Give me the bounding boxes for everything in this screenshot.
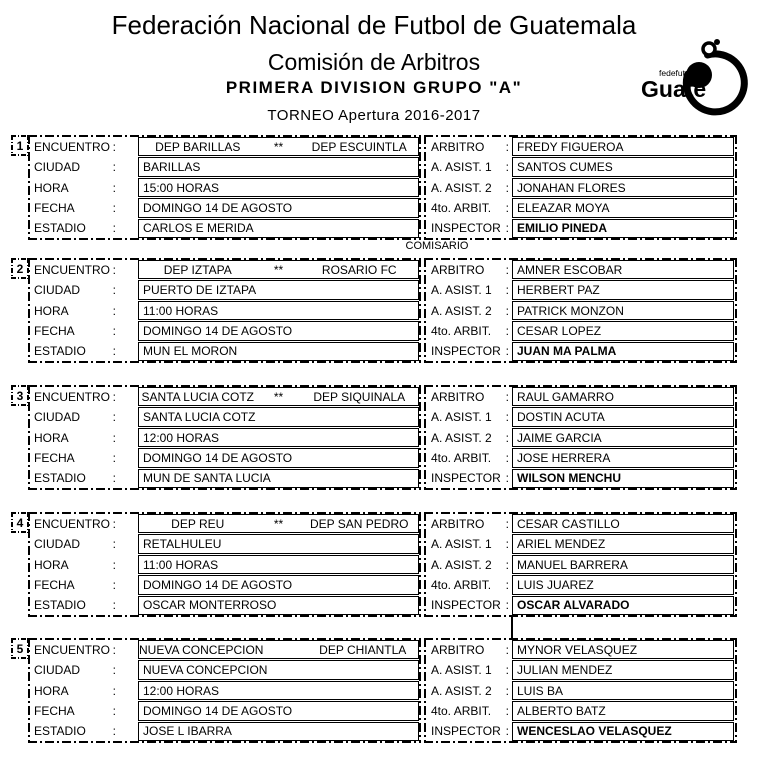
field-label-fecha: FECHA <box>34 577 75 592</box>
colon: : <box>505 577 509 592</box>
field-labels-column <box>30 640 138 741</box>
estadio-value: JOSE L IBARRA <box>138 722 419 741</box>
match-info-box <box>28 258 421 363</box>
home-team: DEP BARILLAS <box>155 139 241 154</box>
official-label-row <box>424 387 512 407</box>
officials-box <box>424 135 737 240</box>
official-label-row <box>424 680 512 700</box>
official-label-cuarto: 4to. ARBIT. <box>431 703 492 718</box>
official-label-row <box>424 198 512 218</box>
hora-value: 15:00 HORAS <box>138 178 419 197</box>
field-label-estadio: ESTADIO <box>34 220 86 235</box>
officials-labels-column <box>424 514 512 615</box>
field-label-hora: HORA <box>34 683 69 698</box>
fecha-value: DOMINGO 14 DE AGOSTO <box>138 448 419 467</box>
field-label-row <box>30 575 138 595</box>
divider-line <box>511 616 513 640</box>
field-label-row <box>30 534 138 554</box>
official-label-row <box>424 660 512 680</box>
colon: : <box>505 303 509 318</box>
match-info-box <box>28 385 421 490</box>
official-label-inspector: INSPECTOR <box>431 470 501 485</box>
estadio-value: OSCAR MONTERROSO <box>138 596 419 615</box>
arbitro-name: CESAR CASTILLO <box>512 514 734 533</box>
officials-labels-column <box>424 640 512 741</box>
match-row <box>138 640 419 659</box>
officials-labels-column <box>424 137 512 238</box>
field-label-ciudad: CIUDAD <box>34 663 81 678</box>
colon: : <box>505 430 509 445</box>
away-team: DEP SAN PEDRO <box>310 516 409 531</box>
colon: : <box>112 683 116 698</box>
colon: : <box>505 200 509 215</box>
field-label-estadio: ESTADIO <box>34 723 86 738</box>
asist2-name: LUIS BA <box>512 681 734 700</box>
official-label-arbitro: ARBITRO <box>431 643 485 658</box>
official-label-inspector: INSPECTOR <box>431 597 501 612</box>
colon: : <box>112 470 116 485</box>
colon: : <box>112 263 116 278</box>
colon: : <box>112 180 116 195</box>
asist1-name: JULIAN MENDEZ <box>512 660 734 679</box>
match-info-box <box>28 512 421 617</box>
estadio-value: CARLOS E MERIDA <box>138 219 419 238</box>
home-team: SANTA LUCIA COTZ <box>141 389 254 404</box>
match-row <box>138 260 419 279</box>
field-labels-column <box>30 514 138 615</box>
colon: : <box>505 643 509 658</box>
official-label-row <box>424 177 512 197</box>
field-label-fecha: FECHA <box>34 703 75 718</box>
colon: : <box>112 663 116 678</box>
asist2-name: JAIME GARCIA <box>512 428 734 447</box>
officials-names-column <box>512 387 734 488</box>
team-separator: ** <box>273 389 284 404</box>
field-label-hora: HORA <box>34 430 69 445</box>
hora-value: 12:00 HORAS <box>138 428 419 447</box>
officials-labels-column <box>424 387 512 488</box>
official-label-cuarto: 4to. ARBIT. <box>431 323 492 338</box>
field-label-row <box>30 680 138 700</box>
official-label-row <box>424 534 512 554</box>
field-label-row <box>30 321 138 341</box>
field-label-estadio: ESTADIO <box>34 343 86 358</box>
official-label-row <box>424 137 512 157</box>
officials-labels-column <box>424 260 512 361</box>
field-label-row <box>30 387 138 407</box>
colon: : <box>505 140 509 155</box>
field-label-row <box>30 448 138 468</box>
home-team: DEP IZTAPA <box>163 262 232 277</box>
official-label-row <box>424 341 512 361</box>
official-label-row <box>424 218 512 238</box>
field-values-column <box>138 260 419 361</box>
colon: : <box>505 263 509 278</box>
cuarto-name: LUIS JUAREZ <box>512 575 734 594</box>
colon: : <box>505 410 509 425</box>
field-label-row <box>30 514 138 534</box>
ciudad-value: BARILLAS <box>138 157 419 176</box>
logo-dot <box>714 39 720 45</box>
hora-value: 11:00 HORAS <box>138 555 419 574</box>
field-label-row <box>30 341 138 361</box>
field-label-encuentro: ENCUENTRO <box>34 517 111 532</box>
asist2-name: PATRICK MONZON <box>512 301 734 320</box>
official-label-row <box>424 468 512 488</box>
colon: : <box>505 663 509 678</box>
colon: : <box>112 597 116 612</box>
fecha-value: DOMINGO 14 DE AGOSTO <box>138 701 419 720</box>
official-label-asist2: A. ASIST. 2 <box>431 557 492 572</box>
field-label-row <box>30 157 138 177</box>
hora-value: 11:00 HORAS <box>138 301 419 320</box>
field-label-row <box>30 427 138 447</box>
officials-names-column <box>512 260 734 361</box>
official-label-asist1: A. ASIST. 1 <box>431 537 492 552</box>
colon: : <box>112 723 116 738</box>
field-values-column <box>138 514 419 615</box>
official-label-row <box>424 427 512 447</box>
official-label-row <box>424 280 512 300</box>
field-label-row <box>30 407 138 427</box>
colon: : <box>505 323 509 338</box>
field-label-row <box>30 554 138 574</box>
official-label-cuarto: 4to. ARBIT. <box>431 577 492 592</box>
colon: : <box>112 643 116 658</box>
away-team: DEP ESCUINTLA <box>311 139 407 154</box>
match-number: 5 <box>11 638 29 659</box>
team-separator: ** <box>273 262 284 277</box>
colon: : <box>505 220 509 235</box>
colon: : <box>112 577 116 592</box>
fecha-value: DOMINGO 14 DE AGOSTO <box>138 198 419 217</box>
field-label-row <box>30 198 138 218</box>
colon: : <box>112 140 116 155</box>
field-label-row <box>30 640 138 660</box>
fecha-value: DOMINGO 14 DE AGOSTO <box>138 575 419 594</box>
field-label-row <box>30 280 138 300</box>
colon: : <box>112 557 116 572</box>
officials-box <box>424 638 737 743</box>
colon: : <box>112 410 116 425</box>
official-label-row <box>424 321 512 341</box>
official-label-inspector: INSPECTOR <box>431 723 501 738</box>
colon: : <box>505 390 509 405</box>
field-label-estadio: ESTADIO <box>34 470 86 485</box>
officials-box <box>424 258 737 363</box>
match-info-box <box>28 135 421 240</box>
tournament-title: TORNEO Apertura 2016-2017 <box>267 107 481 124</box>
match-number: 1 <box>11 135 29 156</box>
field-label-fecha: FECHA <box>34 450 75 465</box>
official-label-cuarto: 4to. ARBIT. <box>431 450 492 465</box>
ciudad-value: RETALHULEU <box>138 534 419 553</box>
team-separator: ** <box>273 516 284 531</box>
home-team: DEP REU <box>171 516 225 531</box>
official-label-row <box>424 595 512 615</box>
official-label-asist1: A. ASIST. 1 <box>431 160 492 175</box>
cuarto-name: ALBERTO BATZ <box>512 701 734 720</box>
field-label-ciudad: CIUDAD <box>34 283 81 298</box>
official-label-asist1: A. ASIST. 1 <box>431 283 492 298</box>
match-row <box>138 387 419 406</box>
officials-names-column <box>512 640 734 741</box>
inspector-name: OSCAR ALVARADO <box>512 596 734 615</box>
colon: : <box>505 723 509 738</box>
match-number: 4 <box>11 512 29 533</box>
field-label-row <box>30 468 138 488</box>
official-label-arbitro: ARBITRO <box>431 517 485 532</box>
inspector-name: JUAN MA PALMA <box>512 342 734 361</box>
match-number: 2 <box>11 258 29 279</box>
logo-head <box>703 43 715 55</box>
colon: : <box>505 283 509 298</box>
asist1-name: SANTOS CUMES <box>512 157 734 176</box>
colon: : <box>505 180 509 195</box>
field-label-row <box>30 177 138 197</box>
officials-names-column <box>512 514 734 615</box>
official-label-arbitro: ARBITRO <box>431 263 485 278</box>
official-label-row <box>424 514 512 534</box>
official-label-row <box>424 157 512 177</box>
colon: : <box>112 517 116 532</box>
colon: : <box>505 683 509 698</box>
colon: : <box>505 537 509 552</box>
ciudad-value: NUEVA CONCEPCION <box>138 660 419 679</box>
official-label-row <box>424 448 512 468</box>
field-label-estadio: ESTADIO <box>34 597 86 612</box>
colon: : <box>112 323 116 338</box>
official-label-row <box>424 640 512 660</box>
official-label-row <box>424 260 512 280</box>
field-labels-column <box>30 260 138 361</box>
match-block <box>11 135 738 240</box>
match-info-box <box>28 638 421 743</box>
match-block <box>11 512 738 617</box>
colon: : <box>112 430 116 445</box>
asist1-name: ARIEL MENDEZ <box>512 534 734 553</box>
colon: : <box>112 343 116 358</box>
asist1-name: HERBERT PAZ <box>512 280 734 299</box>
cuarto-name: ELEAZAR MOYA <box>512 198 734 217</box>
field-label-hora: HORA <box>34 303 69 318</box>
estadio-value: MUN EL MORON <box>138 342 419 361</box>
comisario-label: COMISARIO <box>405 240 469 252</box>
colon: : <box>505 160 509 175</box>
officials-names-column <box>512 137 734 238</box>
cuarto-name: CESAR LOPEZ <box>512 321 734 340</box>
official-label-row <box>424 575 512 595</box>
colon: : <box>505 450 509 465</box>
match-number: 3 <box>11 385 29 406</box>
team-separator: ** <box>273 139 284 154</box>
field-label-hora: HORA <box>34 557 69 572</box>
colon: : <box>112 537 116 552</box>
inspector-name: EMILIO PINEDA <box>512 219 734 238</box>
official-label-cuarto: 4to. ARBIT. <box>431 200 492 215</box>
hora-value: 12:00 HORAS <box>138 681 419 700</box>
asist2-name: JONAHAN FLORES <box>512 178 734 197</box>
official-label-asist2: A. ASIST. 2 <box>431 180 492 195</box>
arbitro-name: RAUL GAMARRO <box>512 387 734 406</box>
field-labels-column <box>30 387 138 488</box>
colon: : <box>505 703 509 718</box>
official-label-inspector: INSPECTOR <box>431 343 501 358</box>
arbitro-name: AMNER ESCOBAR <box>512 260 734 279</box>
officials-box <box>424 385 737 490</box>
colon: : <box>112 200 116 215</box>
colon: : <box>112 283 116 298</box>
official-label-arbitro: ARBITRO <box>431 390 485 405</box>
colon: : <box>505 470 509 485</box>
field-label-hora: HORA <box>34 180 69 195</box>
field-label-encuentro: ENCUENTRO <box>34 643 111 658</box>
field-values-column <box>138 387 419 488</box>
away-team: DEP SIQUINALA <box>313 389 406 404</box>
field-label-encuentro: ENCUENTRO <box>34 390 111 405</box>
officials-box <box>424 512 737 617</box>
field-label-row <box>30 595 138 615</box>
field-label-row <box>30 218 138 238</box>
ciudad-value: PUERTO DE IZTAPA <box>138 280 419 299</box>
field-label-row <box>30 300 138 320</box>
official-label-asist1: A. ASIST. 1 <box>431 663 492 678</box>
page-title: Federación Nacional de Futbol de Guatemala <box>111 10 637 40</box>
official-label-row <box>424 554 512 574</box>
official-label-row <box>424 701 512 721</box>
match-row <box>138 514 419 533</box>
match-block <box>11 638 738 743</box>
field-label-row <box>30 137 138 157</box>
field-values-column <box>138 137 419 238</box>
cuarto-name: JOSE HERRERA <box>512 448 734 467</box>
match-block <box>11 258 738 363</box>
inspector-name: WENCESLAO VELASQUEZ <box>512 722 734 741</box>
field-label-fecha: FECHA <box>34 323 75 338</box>
official-label-asist1: A. ASIST. 1 <box>431 410 492 425</box>
official-label-asist2: A. ASIST. 2 <box>431 430 492 445</box>
logo-small-text: fedefut <box>659 68 685 78</box>
official-label-row <box>424 407 512 427</box>
field-label-row <box>30 701 138 721</box>
field-label-ciudad: CIUDAD <box>34 537 81 552</box>
official-label-row <box>424 300 512 320</box>
field-label-encuentro: ENCUENTRO <box>34 140 111 155</box>
ciudad-value: SANTA LUCIA COTZ <box>138 407 419 426</box>
field-label-ciudad: CIUDAD <box>34 160 81 175</box>
colon: : <box>112 220 116 235</box>
colon: : <box>505 517 509 532</box>
colon: : <box>112 390 116 405</box>
field-label-encuentro: ENCUENTRO <box>34 263 111 278</box>
colon: : <box>112 160 116 175</box>
colon: : <box>505 343 509 358</box>
match-block <box>11 385 738 490</box>
away-team: ROSARIO FC <box>321 262 397 277</box>
official-label-asist2: A. ASIST. 2 <box>431 683 492 698</box>
fedefut-guate-logo-icon <box>638 38 758 120</box>
colon: : <box>505 557 509 572</box>
official-label-arbitro: ARBITRO <box>431 140 485 155</box>
colon: : <box>112 450 116 465</box>
official-label-row <box>424 721 512 741</box>
field-label-ciudad: CIUDAD <box>34 410 81 425</box>
arbitro-name: MYNOR VELASQUEZ <box>512 640 734 659</box>
official-label-inspector: INSPECTOR <box>431 220 501 235</box>
field-label-row <box>30 721 138 741</box>
arbitro-name: FREDY FIGUEROA <box>512 137 734 156</box>
field-label-row <box>30 260 138 280</box>
asist2-name: MANUEL BARRERA <box>512 555 734 574</box>
fecha-value: DOMINGO 14 DE AGOSTO <box>138 321 419 340</box>
logo-main-text: Guate <box>641 76 707 102</box>
colon: : <box>112 703 116 718</box>
match-row <box>138 137 419 156</box>
colon: : <box>505 597 509 612</box>
home-team: NUEVA CONCEPCION <box>139 642 264 657</box>
field-values-column <box>138 640 419 741</box>
colon: : <box>112 303 116 318</box>
asist1-name: DOSTIN ACUTA <box>512 407 734 426</box>
page-subtitle: Comisión de Arbitros <box>267 49 481 75</box>
away-team: DEP CHIANTLA <box>319 642 407 657</box>
inspector-name: WILSON MENCHU <box>512 469 734 488</box>
field-labels-column <box>30 137 138 238</box>
field-label-fecha: FECHA <box>34 200 75 215</box>
field-label-row <box>30 660 138 680</box>
division-title: PRIMERA DIVISION GRUPO "A" <box>225 78 523 97</box>
official-label-asist2: A. ASIST. 2 <box>431 303 492 318</box>
estadio-value: MUN DE SANTA LUCIA <box>138 469 419 488</box>
